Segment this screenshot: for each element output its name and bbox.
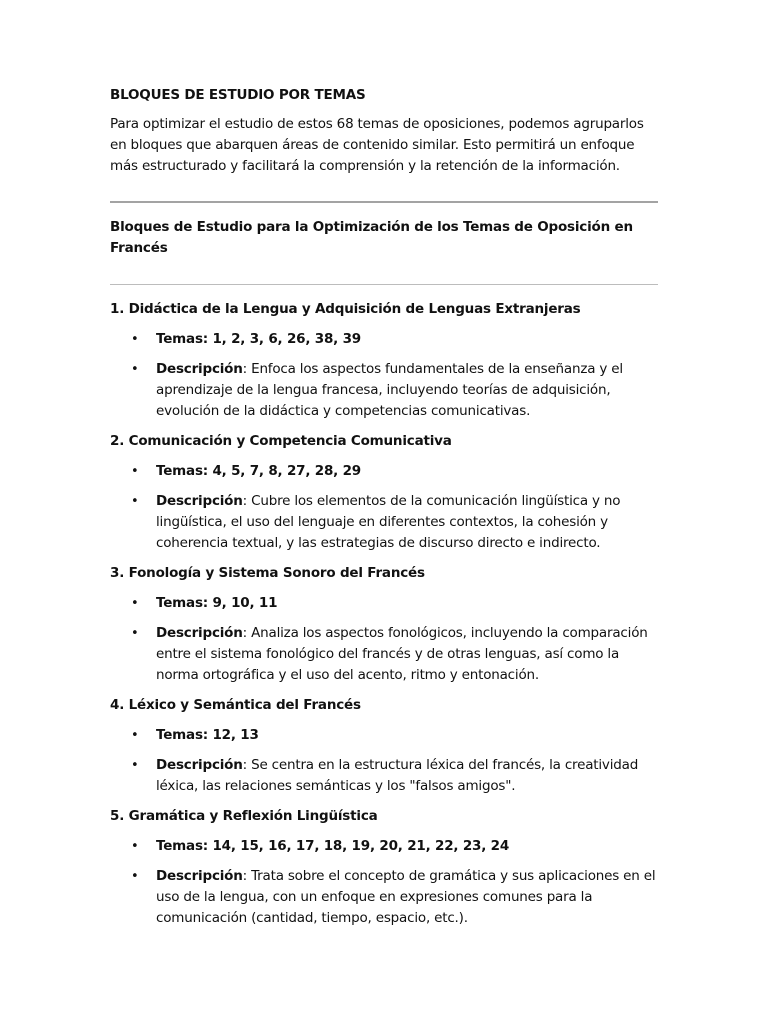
descripcion-text: : Analiza los aspectos fonológicos, incluyendo la comparación entre el sistema fonológico del francés y de otras lenguas, así como la norma ortográfica y el uso del acento, ritmo y entonación. [156,625,648,683]
list-item-descripcion [110,755,658,797]
list-item-temas [110,593,658,614]
intro-paragraph: Para optimizar el estudio de estos 68 temas de oposiciones, podemos agruparlos en bloques que abarquen áreas de contenido similar. Esto permitirá un enfoque más estructurado y facilitará la comprensión y la retención de la información. [110,116,644,174]
descripcion-text: : Enfoca los aspectos fundamentales de la enseñanza y el aprendizaje de la lengua francesa, incluyendo teorías de adquisición, evolución de la didáctica y competencias comunicativas. [156,361,623,419]
bullet-icon: • [131,332,139,347]
temas-label: Temas: 14, 15, 16, 17, 18, 19, 20, 21, 22, 23, 24 [156,838,510,854]
list-item-descripcion [110,359,658,422]
block-heading: 4. Léxico y Semántica del Francés [110,697,361,713]
block-heading: 2. Comunicación y Competencia Comunicativa [110,433,452,449]
list-item-temas [110,329,658,350]
block-heading: 1. Didáctica de la Lengua y Adquisición de Lenguas Extranjeras [110,301,581,317]
section-divider-thin [110,284,658,285]
descripcion-label: Descripción [156,493,243,509]
section-subtitle: Bloques de Estudio para la Optimización de los Temas de Oposición en Francés [110,219,633,256]
block-list [110,461,658,554]
temas-label: Temas: 12, 13 [156,727,259,743]
study-block [110,806,658,929]
study-block [110,563,658,686]
block-heading: 3. Fonología y Sistema Sonoro del Francés [110,565,425,581]
study-block [110,431,658,554]
bullet-icon: • [131,464,139,479]
document-title: BLOQUES DE ESTUDIO POR TEMAS [110,87,366,103]
list-item-temas [110,836,658,857]
temas-label: Temas: 4, 5, 7, 8, 27, 28, 29 [156,463,361,479]
study-blocks [110,299,658,929]
section-divider [110,201,658,203]
study-block [110,695,658,797]
block-list [110,329,658,422]
block-heading: 5. Gramática y Reflexión Lingüística [110,808,378,824]
bullet-icon: • [131,362,139,377]
temas-label: Temas: 9, 10, 11 [156,595,278,611]
block-list [110,836,658,929]
descripcion-label: Descripción [156,757,243,773]
bullet-icon: • [131,728,139,743]
temas-label: Temas: 1, 2, 3, 6, 26, 38, 39 [156,331,361,347]
block-list [110,725,658,797]
descripcion-text: : Cubre los elementos de la comunicación lingüística y no lingüística, el uso del lenguaje en diferentes contextos, la cohesión y coherencia textual, y las estrategias de discurso directo e indirecto. [156,493,621,551]
descripcion-label: Descripción [156,361,243,377]
list-item-descripcion [110,866,658,929]
list-item-temas [110,725,658,746]
bullet-icon: • [131,626,139,641]
descripcion-label: Descripción [156,868,243,884]
list-item-temas [110,461,658,482]
bullet-icon: • [131,494,139,509]
descripcion-label: Descripción [156,625,243,641]
study-block [110,299,658,422]
list-item-descripcion [110,491,658,554]
bullet-icon: • [131,596,139,611]
list-item-descripcion [110,623,658,686]
block-list [110,593,658,686]
descripcion-text: : Se centra en la estructura léxica del francés, la creatividad léxica, las relaciones semánticas y los "falsos amigos". [156,757,639,794]
bullet-icon: • [131,758,139,773]
bullet-icon: • [131,839,139,854]
bullet-icon: • [131,869,139,884]
descripcion-text: : Trata sobre el concepto de gramática y sus aplicaciones en el uso de la lengua, con un enfoque en expresiones comunes para la comunicación (cantidad, tiempo, espacio, etc.). [156,868,656,926]
